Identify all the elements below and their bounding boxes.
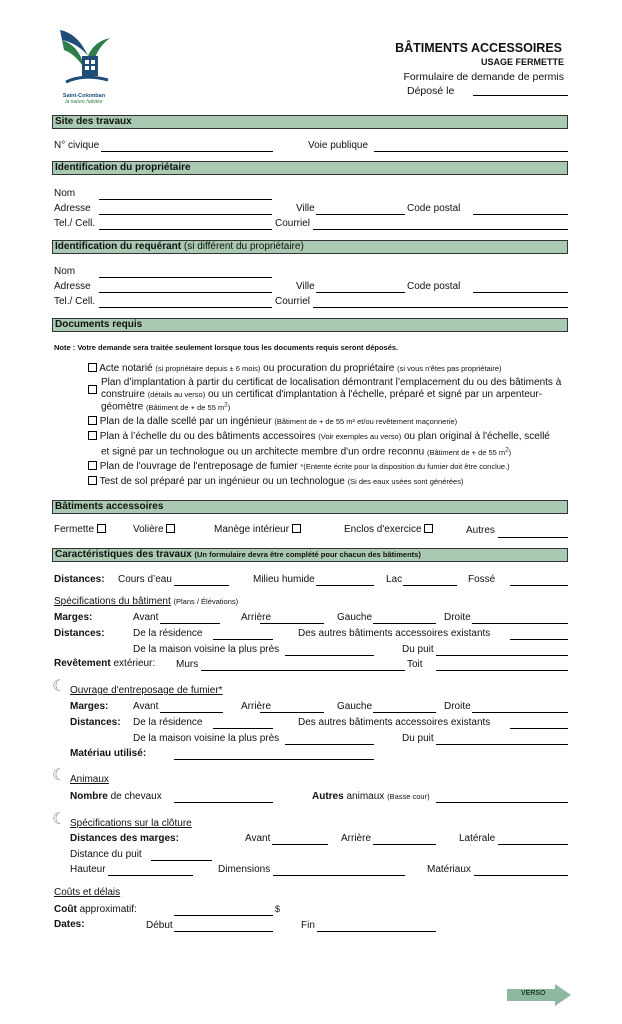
checkbox-test-sol[interactable] xyxy=(88,476,97,485)
manure-residence-label: De la résidence xyxy=(133,717,203,728)
option-enclos: Enclos d'exercice xyxy=(344,524,433,535)
applicant-email-label: Courriel xyxy=(275,296,311,307)
applicant-city-field[interactable] xyxy=(316,292,405,293)
material-field[interactable] xyxy=(174,759,374,760)
manure-right-field[interactable] xyxy=(472,712,568,713)
form-type: Formulaire de demande de permis xyxy=(403,71,564,83)
public-road-field[interactable] xyxy=(374,151,568,152)
distances-building-label: Distances: xyxy=(54,628,105,639)
fence-well-label: Distance du puit xyxy=(70,849,142,860)
other-animals-label: Autres animaux (Basse cour) xyxy=(312,791,430,802)
lake-label: Lac xyxy=(386,574,403,585)
option-voliere: Volière xyxy=(133,524,175,535)
checkbox-enclos[interactable] xyxy=(424,524,433,533)
left-margin-field[interactable] xyxy=(373,623,436,624)
fence-dimensions-field[interactable] xyxy=(273,875,405,876)
wetland-label: Milieu humide xyxy=(253,574,315,585)
distances-label: Distances: xyxy=(54,574,105,585)
civic-number-label: N° civique xyxy=(54,140,100,151)
option-fermette: Fermette xyxy=(54,524,106,535)
document-item-plan-implantation-2: construire (détails au verso) ou un certificat d'implantation à l'échelle, préparé et signé par un arpenteur- xyxy=(101,389,543,400)
watercourse-field[interactable] xyxy=(174,585,229,586)
checkbox-plan-echelle[interactable] xyxy=(88,431,97,440)
lake-field[interactable] xyxy=(403,585,457,586)
cost-label: Coût approximatif: xyxy=(54,904,137,915)
walls-field[interactable] xyxy=(201,670,405,671)
document-item-test-sol: Test de sol préparé par un ingénieur ou un technologue (Si des eaux usées sont générées) xyxy=(88,476,463,487)
section-applicant-identification: Identification du requérant (si différent du propriétaire) xyxy=(52,240,568,254)
municipality-logo xyxy=(52,26,116,105)
cost-field[interactable] xyxy=(174,915,273,916)
other-building-field[interactable] xyxy=(498,537,568,538)
checkbox-plan-implantation[interactable] xyxy=(88,385,97,394)
neighbor-house-distance-field[interactable] xyxy=(285,655,374,656)
document-item-plan-echelle-2: et signé par un technologue ou un architecte membre d'un ordre reconnu (Bâtiment de + de 55 $m^2$) xyxy=(101,446,512,458)
dates-label: Dates: xyxy=(54,919,85,930)
manure-heading: Ouvrage d'entreposage de fumier* xyxy=(70,685,223,696)
fence-hook-icon: ☾ xyxy=(52,811,67,828)
margins-label: Marges: xyxy=(54,612,93,623)
rear-label: Arrière xyxy=(241,612,272,623)
manure-other-buildings-label: Des autres bâtiments accessoires existants xyxy=(298,717,491,728)
deposit-date-field[interactable] xyxy=(473,95,568,96)
document-item-acte: Acte notarié (si propriétaire depuis ± 6 mois) ou procuration du propriétaire (si vous n'êtes pas propriétaire) xyxy=(88,363,502,374)
owner-city-field[interactable] xyxy=(316,214,405,215)
roof-label: Toit xyxy=(407,659,423,670)
manure-front-field[interactable] xyxy=(160,712,223,713)
logo-name: Saint-Colomban xyxy=(62,93,106,99)
manure-front-label: Avant xyxy=(133,701,159,712)
fence-materials-field[interactable] xyxy=(474,875,568,876)
manure-hook-icon: ☾ xyxy=(52,678,67,695)
form-title: BÂTIMENTS ACCESSOIRES xyxy=(395,41,562,55)
option-autres-label: Autres xyxy=(466,525,495,536)
manure-rear-field[interactable] xyxy=(260,712,324,713)
checkbox-fumier[interactable] xyxy=(88,461,97,470)
start-date-field[interactable] xyxy=(174,931,273,932)
end-date-field[interactable] xyxy=(317,931,436,932)
right-margin-field[interactable] xyxy=(472,623,568,624)
fence-dimensions-label: Dimensions xyxy=(218,864,271,875)
checkbox-manege[interactable] xyxy=(292,524,301,533)
fence-height-label: Hauteur xyxy=(70,864,106,875)
documents-note: Note : Votre demande sera traitée seulement lorsque tous les documents requis seront déposés. xyxy=(54,343,399,352)
applicant-city-label: Ville xyxy=(296,281,315,292)
left-label: Gauche xyxy=(337,612,373,623)
public-road-label: Voie publique xyxy=(308,140,369,151)
animals-hook-icon: ☾ xyxy=(52,767,67,784)
manure-margins-label: Marges: xyxy=(70,701,109,712)
residence-distance-field[interactable] xyxy=(213,639,273,640)
fence-lateral-label: Latérale xyxy=(459,833,496,844)
owner-name-label: Nom xyxy=(54,188,76,199)
applicant-email-field[interactable] xyxy=(313,307,568,308)
manure-distances-label: Distances: xyxy=(70,717,121,728)
manure-right-label: Droite xyxy=(444,701,471,712)
section-work-characteristics: Caractéristiques des travaux (Un formulaire devra être complété pour chacun des bâtiments) xyxy=(52,548,568,562)
horses-count-field[interactable] xyxy=(174,802,273,803)
costs-heading: Coûts et délais xyxy=(54,887,121,898)
manure-residence-field[interactable] xyxy=(213,728,273,729)
owner-postal-label: Code postal xyxy=(407,203,461,214)
manure-left-field[interactable] xyxy=(373,712,436,713)
other-buildings-distance-field[interactable] xyxy=(510,639,568,640)
verso-label: VERSO xyxy=(521,990,546,997)
residence-label: De la résidence xyxy=(133,628,203,639)
manure-well-field[interactable] xyxy=(436,744,568,745)
fence-well-field[interactable] xyxy=(151,860,212,861)
other-buildings-label: Des autres bâtiments accessoires existants xyxy=(298,628,491,639)
document-item-dalle: Plan de la dalle scellé par un ingénieur (Bâtiment de + de 55 m² et/ou revêtement maçonnerie) xyxy=(88,416,457,427)
well-distance-field[interactable] xyxy=(436,655,568,656)
civic-number-field[interactable] xyxy=(101,151,273,152)
horses-label: Nombre de chevaux xyxy=(70,791,162,802)
fence-height-field[interactable] xyxy=(108,875,193,876)
owner-address-field[interactable] xyxy=(99,214,272,215)
section-owner-identification: Identification du propriétaire xyxy=(52,161,568,175)
checkbox-dalle[interactable] xyxy=(88,416,97,425)
rear-margin-field[interactable] xyxy=(260,623,324,624)
form-subtitle: USAGE FERMETTE xyxy=(480,57,564,67)
manure-left-label: Gauche xyxy=(337,701,373,712)
fence-lateral-field[interactable] xyxy=(498,844,568,845)
fence-rear-field[interactable] xyxy=(373,844,436,845)
owner-name-field[interactable] xyxy=(99,199,272,200)
fence-rear-label: Arrière xyxy=(341,833,372,844)
walls-label: Murs xyxy=(176,659,199,670)
applicant-address-label: Adresse xyxy=(54,281,91,292)
animals-heading: Animaux xyxy=(70,774,109,785)
checkbox-acte[interactable] xyxy=(88,363,97,372)
document-item-plan-implantation-3: géomètre (Bâtiment de + de 55 $m^2$) xyxy=(101,401,231,413)
dollar-sign: $ xyxy=(275,904,281,914)
manure-rear-label: Arrière xyxy=(241,701,272,712)
option-manege: Manège intérieur xyxy=(214,524,301,535)
applicant-postal-field[interactable] xyxy=(473,292,568,293)
document-item-plan-echelle-1: Plan à l’échelle du ou des bâtiments accessoires (Voir exemples au verso) ou plan original à l'échelle, scellé xyxy=(88,431,550,442)
well-label: Du puit xyxy=(402,644,434,655)
applicant-address-field[interactable] xyxy=(99,292,272,293)
roof-field[interactable] xyxy=(436,670,568,671)
owner-email-label: Courriel xyxy=(275,218,311,229)
owner-city-label: Ville xyxy=(296,203,315,214)
document-item-fumier: Plan de l'ouvrage de l'entreposage de fumier *(Entente écrite pour la disposition du fumier doit être conclue.) xyxy=(88,461,510,472)
fence-margins-label: Distances des marges: xyxy=(70,833,179,844)
right-label: Droite xyxy=(444,612,471,623)
owner-email-field[interactable] xyxy=(313,229,568,230)
start-label: Début xyxy=(146,920,173,931)
owner-phone-label: Tel./ Cell. xyxy=(54,218,96,229)
wetland-field[interactable] xyxy=(316,585,374,586)
manure-neighbor-field[interactable] xyxy=(285,744,374,745)
front-label: Avant xyxy=(133,612,159,623)
material-label: Matériau utilisé: xyxy=(70,748,147,759)
checkbox-fermette[interactable] xyxy=(97,524,106,533)
cladding-label: Revêtement extérieur: xyxy=(54,658,156,669)
fence-front-label: Avant xyxy=(245,833,271,844)
deposit-label: Déposé le xyxy=(407,85,455,97)
building-spec-heading: Spécifications du bâtiment (Plans / Élévations) xyxy=(54,596,239,607)
applicant-name-field[interactable] xyxy=(99,277,272,278)
section-accessory-buildings: Bâtiments accessoires xyxy=(52,500,568,514)
applicant-phone-label: Tel./ Cell. xyxy=(54,296,96,307)
front-margin-field[interactable] xyxy=(160,623,220,624)
applicant-phone-field[interactable] xyxy=(99,307,272,308)
verso-arrow-button[interactable] xyxy=(507,984,571,1006)
logo-tagline: la nature habitée xyxy=(65,99,103,105)
manure-well-label: Du puit xyxy=(402,733,434,744)
fence-heading: Spécifications sur la clôture xyxy=(70,818,192,829)
manure-neighbor-label: De la maison voisine la plus près xyxy=(133,733,280,744)
end-label: Fin xyxy=(301,920,315,931)
section-site-des-travaux: Site des travaux xyxy=(52,115,568,129)
owner-phone-field[interactable] xyxy=(99,229,272,230)
owner-postal-field[interactable] xyxy=(473,214,568,215)
owner-address-label: Adresse xyxy=(54,203,91,214)
checkbox-voliere[interactable] xyxy=(166,524,175,533)
ditch-label: Fossé xyxy=(468,574,496,585)
watercourse-label: Cours d’eau xyxy=(118,574,172,585)
manure-other-buildings-field[interactable] xyxy=(510,728,568,729)
section-required-documents: Documents requis xyxy=(52,318,568,332)
fence-materials-label: Matériaux xyxy=(427,864,471,875)
neighbor-house-label: De la maison voisine la plus près xyxy=(133,644,280,655)
ditch-field[interactable] xyxy=(510,585,568,586)
applicant-name-label: Nom xyxy=(54,266,76,277)
applicant-postal-label: Code postal xyxy=(407,281,461,292)
document-item-plan-implantation-1: Plan d’implantation à partir du certificat de localisation démontrant l’emplacement du ou des bâtiments à xyxy=(101,377,562,388)
other-animals-field[interactable] xyxy=(436,802,568,803)
fence-front-field[interactable] xyxy=(272,844,328,845)
